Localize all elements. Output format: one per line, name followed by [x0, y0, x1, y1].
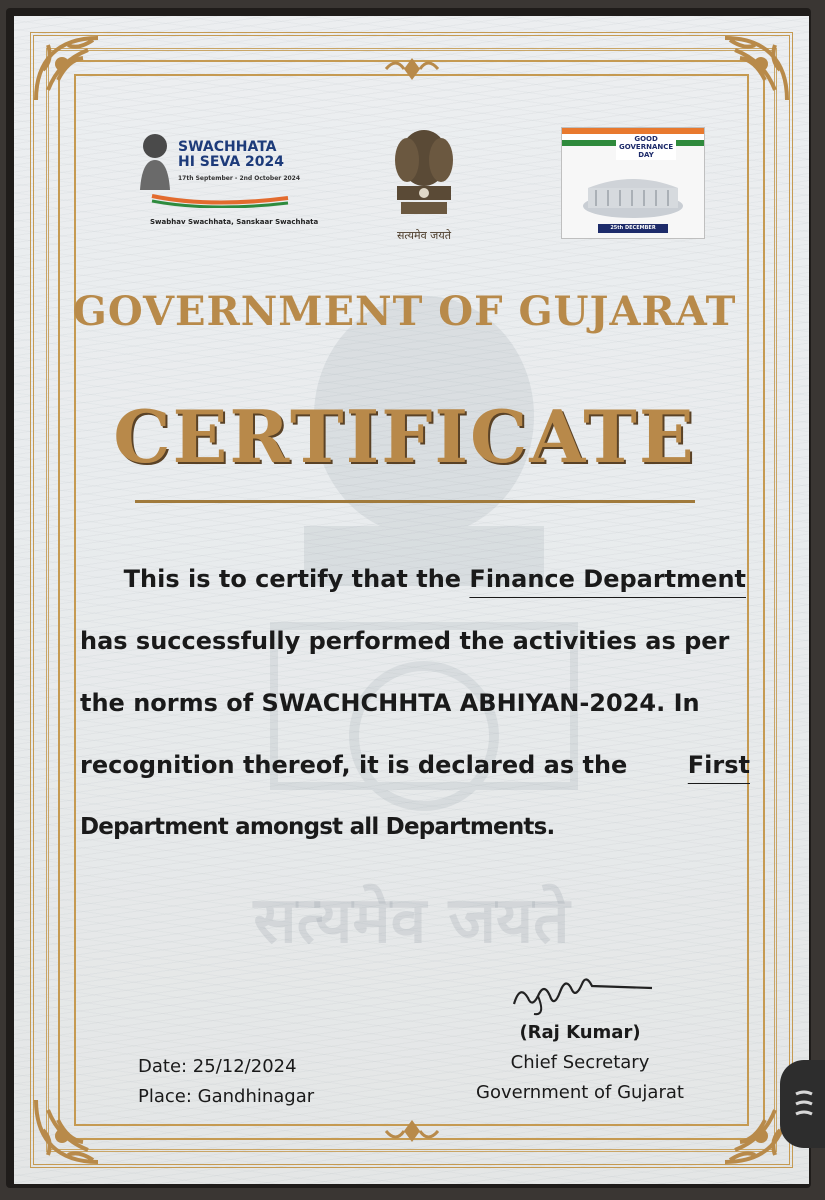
ggd-date: 25th DECEMBER: [598, 224, 668, 233]
menu-lines-icon: [794, 1090, 814, 1118]
signatory-block: [450, 1018, 710, 1108]
issue-place: Place: Gandhinagar: [138, 1086, 315, 1107]
government-heading: GOVERNMENT OF GUJARAT: [72, 288, 737, 335]
department-name: Finance Department: [469, 565, 746, 593]
body-line-1-prefix: This is to certify that the: [123, 565, 462, 593]
swachhata-dates: 17th September - 2nd October 2024: [178, 175, 301, 182]
corner-ornament-icon: [28, 30, 108, 110]
rank-text: First: [687, 751, 750, 779]
swachhata-title-2: HI SEVA 2024: [178, 154, 285, 170]
signatory-office: Government of Gujarat: [476, 1082, 684, 1103]
body-line-4: [80, 734, 750, 796]
certificate-paper: [14, 16, 809, 1184]
corner-ornament-icon: [28, 1090, 108, 1170]
corner-ornament-icon: [715, 30, 795, 110]
issue-date: Date: 25/12/2024: [138, 1056, 297, 1077]
ggd-line3: DAY: [638, 151, 654, 159]
parliament-building-icon: [578, 166, 688, 220]
bottom-ornament-icon: [382, 1116, 442, 1146]
watermark-motto: सत्यमेव जयते: [253, 884, 570, 958]
gandhi-portrait-icon: [138, 130, 172, 190]
emblem-motto: सत्यमेव जयते: [396, 229, 451, 242]
left-border-stripe: [58, 76, 76, 1124]
certificate-title: CERTIFICATE: [113, 394, 696, 479]
certificate-body: [80, 548, 750, 858]
top-ornament-icon: [382, 54, 442, 84]
good-governance-day-logo: [562, 128, 704, 238]
issue-details: [138, 1052, 314, 1112]
body-line-5: Department amongst all Departments.: [80, 814, 555, 840]
signature-icon: [508, 966, 658, 1018]
signatory-name: (Raj Kumar): [519, 1022, 641, 1043]
title-underline: [135, 500, 695, 503]
body-line-4-prefix: recognition thereof, it is declared as the: [80, 751, 628, 779]
body-line-1: [80, 548, 750, 610]
signatory-designation: Chief Secretary: [510, 1052, 650, 1073]
national-emblem: [379, 126, 469, 244]
ggd-line1: GOOD: [634, 135, 658, 143]
tricolor-swoosh-icon: [150, 192, 290, 208]
lion-capital-icon: [379, 126, 469, 222]
scroll-handle[interactable]: [780, 1060, 825, 1148]
body-line-2: has successfully performed the activities as per: [80, 627, 730, 655]
swachhata-hi-seva-logo: [132, 124, 319, 244]
ggd-line2: GOVERNANCE: [619, 143, 674, 151]
swachhata-title-1: SWACHHATA: [178, 139, 277, 155]
swachhata-tagline: Swabhav Swachhata, Sanskaar Swachhata: [150, 218, 319, 226]
body-line-3: the norms of SWACHCHHTA ABHIYAN-2024. In: [80, 689, 700, 717]
